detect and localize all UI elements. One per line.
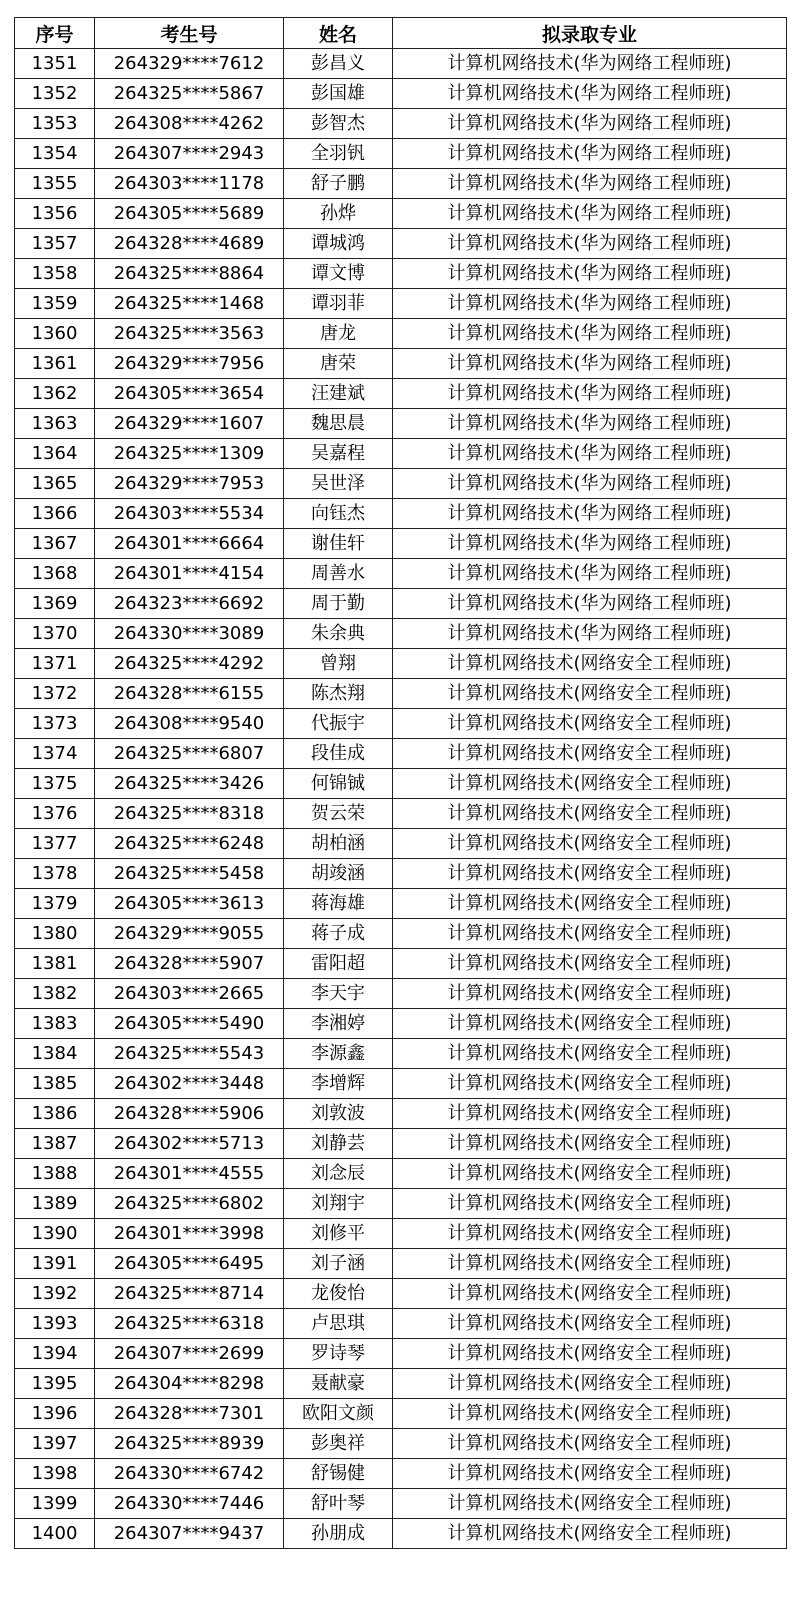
cell-name: 代振宇 [284, 709, 393, 739]
cell-serial-number: 1400 [15, 1519, 95, 1549]
cell-serial-number: 1353 [15, 109, 95, 139]
table-row [15, 259, 787, 289]
cell-major: 计算机网络技术(网络安全工程师班) [393, 889, 787, 919]
cell-name: 孙朋成 [284, 1519, 393, 1549]
table-row [15, 139, 787, 169]
cell-serial-number: 1379 [15, 889, 95, 919]
cell-serial-number: 1378 [15, 859, 95, 889]
cell-major: 计算机网络技术(网络安全工程师班) [393, 649, 787, 679]
cell-major: 计算机网络技术(网络安全工程师班) [393, 979, 787, 1009]
table-row [15, 889, 787, 919]
cell-name: 聂献豪 [284, 1369, 393, 1399]
cell-major: 计算机网络技术(网络安全工程师班) [393, 1519, 787, 1549]
table-row [15, 499, 787, 529]
table-row [15, 1069, 787, 1099]
table-row [15, 1399, 787, 1429]
cell-serial-number: 1363 [15, 409, 95, 439]
cell-name: 刘敦波 [284, 1099, 393, 1129]
cell-name: 谢佳轩 [284, 529, 393, 559]
table-row [15, 289, 787, 319]
cell-candidate-number: 264325****8318 [95, 799, 284, 829]
table-row [15, 859, 787, 889]
cell-major: 计算机网络技术(网络安全工程师班) [393, 1249, 787, 1279]
cell-major: 计算机网络技术(网络安全工程师班) [393, 1279, 787, 1309]
cell-name: 蒋海雄 [284, 889, 393, 919]
cell-name: 汪建斌 [284, 379, 393, 409]
cell-name: 魏思晨 [284, 409, 393, 439]
cell-candidate-number: 264328****5907 [95, 949, 284, 979]
cell-name: 刘翔宇 [284, 1189, 393, 1219]
cell-serial-number: 1372 [15, 679, 95, 709]
cell-candidate-number: 264329****1607 [95, 409, 284, 439]
cell-name: 李天宇 [284, 979, 393, 1009]
cell-name: 彭奥祥 [284, 1429, 393, 1459]
cell-major: 计算机网络技术(华为网络工程师班) [393, 199, 787, 229]
table-row [15, 349, 787, 379]
cell-name: 曾翔 [284, 649, 393, 679]
cell-serial-number: 1397 [15, 1429, 95, 1459]
cell-candidate-number: 264325****1468 [95, 289, 284, 319]
cell-name: 李源鑫 [284, 1039, 393, 1069]
cell-serial-number: 1375 [15, 769, 95, 799]
cell-candidate-number: 264301****4154 [95, 559, 284, 589]
table-row [15, 1189, 787, 1219]
table-row [15, 1309, 787, 1339]
cell-candidate-number: 264325****6248 [95, 829, 284, 859]
cell-name: 蒋子成 [284, 919, 393, 949]
cell-name: 彭智杰 [284, 109, 393, 139]
cell-major: 计算机网络技术(华为网络工程师班) [393, 379, 787, 409]
cell-major: 计算机网络技术(网络安全工程师班) [393, 799, 787, 829]
table-row [15, 1039, 787, 1069]
cell-major: 计算机网络技术(华为网络工程师班) [393, 529, 787, 559]
cell-serial-number: 1393 [15, 1309, 95, 1339]
cell-candidate-number: 264307****2943 [95, 139, 284, 169]
cell-major: 计算机网络技术(华为网络工程师班) [393, 439, 787, 469]
cell-candidate-number: 264329****7956 [95, 349, 284, 379]
cell-candidate-number: 264325****8939 [95, 1429, 284, 1459]
cell-serial-number: 1377 [15, 829, 95, 859]
cell-major: 计算机网络技术(华为网络工程师班) [393, 289, 787, 319]
cell-major: 计算机网络技术(网络安全工程师班) [393, 1309, 787, 1339]
cell-serial-number: 1399 [15, 1489, 95, 1519]
cell-name: 刘静芸 [284, 1129, 393, 1159]
cell-serial-number: 1390 [15, 1219, 95, 1249]
cell-candidate-number: 264303****5534 [95, 499, 284, 529]
cell-serial-number: 1373 [15, 709, 95, 739]
cell-major: 计算机网络技术(华为网络工程师班) [393, 229, 787, 259]
cell-name: 龙俊怡 [284, 1279, 393, 1309]
cell-candidate-number: 264301****6664 [95, 529, 284, 559]
cell-serial-number: 1365 [15, 469, 95, 499]
cell-major: 计算机网络技术(网络安全工程师班) [393, 949, 787, 979]
table-row [15, 379, 787, 409]
table-row [15, 1519, 787, 1549]
table-row [15, 649, 787, 679]
cell-candidate-number: 264303****1178 [95, 169, 284, 199]
cell-major: 计算机网络技术(华为网络工程师班) [393, 619, 787, 649]
cell-major: 计算机网络技术(网络安全工程师班) [393, 679, 787, 709]
table-row [15, 169, 787, 199]
cell-candidate-number: 264302****5713 [95, 1129, 284, 1159]
table-row [15, 1129, 787, 1159]
table-row [15, 1099, 787, 1129]
cell-name: 段佳成 [284, 739, 393, 769]
cell-name: 吴嘉程 [284, 439, 393, 469]
cell-serial-number: 1383 [15, 1009, 95, 1039]
cell-candidate-number: 264325****6807 [95, 739, 284, 769]
cell-serial-number: 1362 [15, 379, 95, 409]
table-row [15, 469, 787, 499]
header-candidate-number: 考生号 [95, 18, 284, 49]
cell-serial-number: 1359 [15, 289, 95, 319]
header-row [15, 18, 787, 49]
cell-serial-number: 1395 [15, 1369, 95, 1399]
cell-name: 朱余典 [284, 619, 393, 649]
cell-serial-number: 1357 [15, 229, 95, 259]
cell-name: 刘子涵 [284, 1249, 393, 1279]
cell-candidate-number: 264307****9437 [95, 1519, 284, 1549]
table-row [15, 529, 787, 559]
table-row [15, 199, 787, 229]
table-row [15, 829, 787, 859]
cell-candidate-number: 264325****5458 [95, 859, 284, 889]
table-row [15, 1369, 787, 1399]
cell-candidate-number: 264305****5689 [95, 199, 284, 229]
table-row [15, 979, 787, 1009]
cell-candidate-number: 264305****6495 [95, 1249, 284, 1279]
cell-major: 计算机网络技术(华为网络工程师班) [393, 469, 787, 499]
cell-serial-number: 1388 [15, 1159, 95, 1189]
cell-name: 胡柏涵 [284, 829, 393, 859]
table-row [15, 49, 787, 79]
cell-major: 计算机网络技术(网络安全工程师班) [393, 1429, 787, 1459]
table-row [15, 709, 787, 739]
cell-name: 周于勤 [284, 589, 393, 619]
cell-name: 彭昌义 [284, 49, 393, 79]
cell-candidate-number: 264325****6318 [95, 1309, 284, 1339]
cell-candidate-number: 264325****8864 [95, 259, 284, 289]
table-row [15, 589, 787, 619]
cell-major: 计算机网络技术(网络安全工程师班) [393, 859, 787, 889]
cell-candidate-number: 264328****4689 [95, 229, 284, 259]
cell-candidate-number: 264305****3613 [95, 889, 284, 919]
cell-candidate-number: 264305****3654 [95, 379, 284, 409]
cell-serial-number: 1361 [15, 349, 95, 379]
cell-major: 计算机网络技术(华为网络工程师班) [393, 499, 787, 529]
table-row [15, 1339, 787, 1369]
table-row [15, 1249, 787, 1279]
cell-serial-number: 1358 [15, 259, 95, 289]
cell-major: 计算机网络技术(网络安全工程师班) [393, 1489, 787, 1519]
cell-serial-number: 1381 [15, 949, 95, 979]
cell-candidate-number: 264329****7953 [95, 469, 284, 499]
cell-serial-number: 1367 [15, 529, 95, 559]
cell-serial-number: 1398 [15, 1459, 95, 1489]
cell-serial-number: 1394 [15, 1339, 95, 1369]
cell-serial-number: 1369 [15, 589, 95, 619]
cell-name: 贺云荣 [284, 799, 393, 829]
cell-name: 舒锡健 [284, 1459, 393, 1489]
cell-major: 计算机网络技术(华为网络工程师班) [393, 559, 787, 589]
table-row [15, 229, 787, 259]
table-row [15, 319, 787, 349]
table-row [15, 1489, 787, 1519]
cell-major: 计算机网络技术(华为网络工程师班) [393, 79, 787, 109]
cell-name: 卢思琪 [284, 1309, 393, 1339]
cell-candidate-number: 264325****6802 [95, 1189, 284, 1219]
cell-name: 李增辉 [284, 1069, 393, 1099]
table-row [15, 1459, 787, 1489]
cell-major: 计算机网络技术(网络安全工程师班) [393, 1399, 787, 1429]
cell-major: 计算机网络技术(华为网络工程师班) [393, 589, 787, 619]
cell-major: 计算机网络技术(华为网络工程师班) [393, 169, 787, 199]
cell-serial-number: 1389 [15, 1189, 95, 1219]
cell-serial-number: 1387 [15, 1129, 95, 1159]
cell-candidate-number: 264325****3563 [95, 319, 284, 349]
cell-name: 刘修平 [284, 1219, 393, 1249]
cell-candidate-number: 264323****6692 [95, 589, 284, 619]
cell-major: 计算机网络技术(网络安全工程师班) [393, 709, 787, 739]
cell-major: 计算机网络技术(网络安全工程师班) [393, 769, 787, 799]
cell-serial-number: 1371 [15, 649, 95, 679]
cell-candidate-number: 264301****4555 [95, 1159, 284, 1189]
table-row [15, 739, 787, 769]
cell-name: 欧阳文颜 [284, 1399, 393, 1429]
cell-candidate-number: 264330****7446 [95, 1489, 284, 1519]
cell-serial-number: 1355 [15, 169, 95, 199]
table-row [15, 919, 787, 949]
cell-major: 计算机网络技术(华为网络工程师班) [393, 49, 787, 79]
cell-name: 李湘婷 [284, 1009, 393, 1039]
cell-candidate-number: 264302****3448 [95, 1069, 284, 1099]
cell-serial-number: 1351 [15, 49, 95, 79]
cell-candidate-number: 264325****5867 [95, 79, 284, 109]
cell-major: 计算机网络技术(华为网络工程师班) [393, 259, 787, 289]
cell-name: 唐荣 [284, 349, 393, 379]
cell-major: 计算机网络技术(网络安全工程师班) [393, 1099, 787, 1129]
cell-serial-number: 1370 [15, 619, 95, 649]
cell-serial-number: 1356 [15, 199, 95, 229]
cell-serial-number: 1391 [15, 1249, 95, 1279]
cell-serial-number: 1352 [15, 79, 95, 109]
table-row [15, 619, 787, 649]
cell-major: 计算机网络技术(华为网络工程师班) [393, 319, 787, 349]
cell-major: 计算机网络技术(网络安全工程师班) [393, 1219, 787, 1249]
table-row [15, 1009, 787, 1039]
cell-candidate-number: 264330****6742 [95, 1459, 284, 1489]
cell-candidate-number: 264301****3998 [95, 1219, 284, 1249]
cell-serial-number: 1368 [15, 559, 95, 589]
table-row [15, 559, 787, 589]
cell-major: 计算机网络技术(网络安全工程师班) [393, 1129, 787, 1159]
table-row [15, 949, 787, 979]
cell-serial-number: 1354 [15, 139, 95, 169]
cell-name: 舒叶琴 [284, 1489, 393, 1519]
table-row [15, 1159, 787, 1189]
cell-candidate-number: 264329****9055 [95, 919, 284, 949]
table-row [15, 1429, 787, 1459]
cell-major: 计算机网络技术(网络安全工程师班) [393, 1369, 787, 1399]
cell-serial-number: 1382 [15, 979, 95, 1009]
cell-major: 计算机网络技术(网络安全工程师班) [393, 829, 787, 859]
cell-major: 计算机网络技术(网络安全工程师班) [393, 1159, 787, 1189]
header-name: 姓名 [284, 18, 393, 49]
cell-serial-number: 1374 [15, 739, 95, 769]
cell-name: 孙烨 [284, 199, 393, 229]
cell-name: 陈杰翔 [284, 679, 393, 709]
cell-major: 计算机网络技术(华为网络工程师班) [393, 109, 787, 139]
cell-name: 向钰杰 [284, 499, 393, 529]
cell-major: 计算机网络技术(网络安全工程师班) [393, 1039, 787, 1069]
cell-candidate-number: 264308****4262 [95, 109, 284, 139]
header-major: 拟录取专业 [393, 18, 787, 49]
table-row [15, 679, 787, 709]
table-row [15, 79, 787, 109]
cell-serial-number: 1380 [15, 919, 95, 949]
table-row [15, 1279, 787, 1309]
table-row [15, 1219, 787, 1249]
cell-name: 唐龙 [284, 319, 393, 349]
cell-name: 谭羽菲 [284, 289, 393, 319]
admission-table [14, 17, 787, 1549]
cell-serial-number: 1384 [15, 1039, 95, 1069]
cell-serial-number: 1396 [15, 1399, 95, 1429]
cell-major: 计算机网络技术(网络安全工程师班) [393, 1009, 787, 1039]
table-row [15, 109, 787, 139]
cell-major: 计算机网络技术(网络安全工程师班) [393, 1189, 787, 1219]
table-row [15, 409, 787, 439]
cell-candidate-number: 264328****6155 [95, 679, 284, 709]
table-row [15, 769, 787, 799]
cell-candidate-number: 264307****2699 [95, 1339, 284, 1369]
cell-serial-number: 1364 [15, 439, 95, 469]
cell-candidate-number: 264308****9540 [95, 709, 284, 739]
cell-name: 彭国雄 [284, 79, 393, 109]
cell-candidate-number: 264325****3426 [95, 769, 284, 799]
cell-major: 计算机网络技术(网络安全工程师班) [393, 1459, 787, 1489]
cell-name: 舒子鹏 [284, 169, 393, 199]
cell-candidate-number: 264305****5490 [95, 1009, 284, 1039]
cell-name: 谭城鸿 [284, 229, 393, 259]
cell-name: 雷阳超 [284, 949, 393, 979]
cell-major: 计算机网络技术(华为网络工程师班) [393, 139, 787, 169]
cell-name: 罗诗琴 [284, 1339, 393, 1369]
cell-major: 计算机网络技术(网络安全工程师班) [393, 1069, 787, 1099]
header-serial-number: 序号 [15, 18, 95, 49]
cell-name: 何锦铖 [284, 769, 393, 799]
cell-major: 计算机网络技术(华为网络工程师班) [393, 409, 787, 439]
cell-candidate-number: 264304****8298 [95, 1369, 284, 1399]
cell-serial-number: 1360 [15, 319, 95, 349]
cell-major: 计算机网络技术(网络安全工程师班) [393, 1339, 787, 1369]
cell-candidate-number: 264325****8714 [95, 1279, 284, 1309]
cell-major: 计算机网络技术(华为网络工程师班) [393, 349, 787, 379]
cell-serial-number: 1366 [15, 499, 95, 529]
cell-candidate-number: 264329****7612 [95, 49, 284, 79]
cell-candidate-number: 264303****2665 [95, 979, 284, 1009]
cell-candidate-number: 264325****5543 [95, 1039, 284, 1069]
cell-major: 计算机网络技术(网络安全工程师班) [393, 739, 787, 769]
cell-name: 谭文博 [284, 259, 393, 289]
table-row [15, 799, 787, 829]
cell-serial-number: 1392 [15, 1279, 95, 1309]
cell-name: 胡竣涵 [284, 859, 393, 889]
cell-name: 吴世泽 [284, 469, 393, 499]
cell-serial-number: 1376 [15, 799, 95, 829]
cell-name: 全羽钒 [284, 139, 393, 169]
cell-candidate-number: 264328****7301 [95, 1399, 284, 1429]
cell-candidate-number: 264328****5906 [95, 1099, 284, 1129]
cell-serial-number: 1386 [15, 1099, 95, 1129]
cell-serial-number: 1385 [15, 1069, 95, 1099]
cell-name: 周善水 [284, 559, 393, 589]
cell-name: 刘念辰 [284, 1159, 393, 1189]
table-row [15, 439, 787, 469]
cell-major: 计算机网络技术(网络安全工程师班) [393, 919, 787, 949]
cell-candidate-number: 264330****3089 [95, 619, 284, 649]
cell-candidate-number: 264325****4292 [95, 649, 284, 679]
cell-candidate-number: 264325****1309 [95, 439, 284, 469]
